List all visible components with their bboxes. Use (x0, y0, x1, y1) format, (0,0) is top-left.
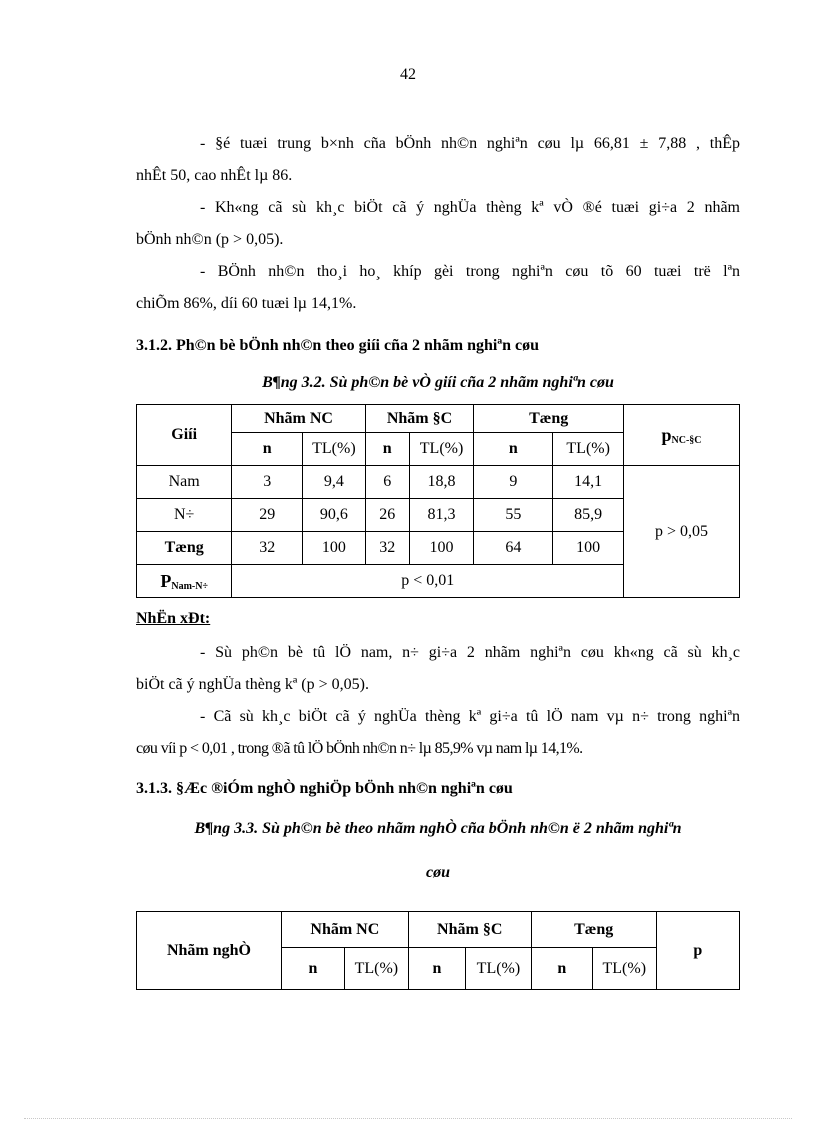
intro-line: - BÖnh nh©n tho¸i ho¸ khíp gèi trong nghiªn cøu tõ 60 tuæi trë lªn (200, 263, 740, 280)
table-row (137, 466, 740, 499)
header-nhom-nghe: Nhãm nghÒ (137, 912, 282, 990)
intro-paragraphs (136, 128, 740, 320)
cell: 29 (232, 499, 303, 532)
header-tl: TL(%) (409, 433, 474, 466)
intro-line: nhÊt 50, cao nhÊt lµ 86. (136, 167, 293, 184)
header-n: n (365, 433, 409, 466)
remark-line: cøu víi p < 0,01 , trong ®ã tû lÖ bÖnh nh©n n÷ lµ 85,9% vµ nam lµ 14,1%. (136, 740, 583, 757)
cell: 18,8 (409, 466, 474, 499)
row-label: N÷ (137, 499, 232, 532)
intro-line: - §é tuæi trung b×nh cña bÖnh nh©n nghiªn cøu lµ 66,81 ± 7,88 , thÊp (200, 135, 740, 152)
header-tong: Tæng (531, 912, 656, 948)
p-subscript: Nam-N÷ (171, 580, 208, 592)
cell: 6 (365, 466, 409, 499)
header-p: p (656, 912, 739, 990)
header-nhom-dc: Nhãm §C (365, 405, 474, 433)
cell: 85,9 (553, 499, 624, 532)
cell: 55 (474, 499, 553, 532)
header-tong: Tæng (474, 405, 624, 433)
cell: 100 (409, 532, 474, 565)
cell: 100 (303, 532, 366, 565)
cell: 81,3 (409, 499, 474, 532)
header-n: n (232, 433, 303, 466)
header-nhom-dc: Nhãm §C (408, 912, 531, 948)
header-n: n (474, 433, 553, 466)
cell: 32 (232, 532, 303, 565)
remark-line: biÖt cã ý nghÜa thèng kª (p > 0,05). (136, 676, 369, 693)
row-label: Tæng (137, 532, 232, 565)
page-number: 42 (400, 66, 416, 83)
intro-line: chiÕm 86%, díi 60 tuæi lµ 14,1%. (136, 295, 357, 312)
intro-line: bÖnh nh©n (p > 0,05). (136, 231, 284, 248)
header-nhom-nc: Nhãm NC (281, 912, 408, 948)
header-tl: TL(%) (466, 948, 532, 990)
cell: 90,6 (303, 499, 366, 532)
header-n: n (531, 948, 592, 990)
header-nhom-nc: Nhãm NC (232, 405, 365, 433)
cell: 32 (365, 532, 409, 565)
p-value-cell: p > 0,05 (624, 466, 740, 598)
row-label-p-nam-nu (137, 565, 232, 598)
header-tl: TL(%) (303, 433, 366, 466)
table-caption-3-3-line1: B¶ng 3.3. Sù ph©n bè theo nhãm nghÒ cña bÖnh nh©n ë 2 nhãm nghiªn (194, 820, 682, 837)
p-symbol: P (160, 570, 172, 591)
cell: 9 (474, 466, 553, 499)
cell: 3 (232, 466, 303, 499)
header-tl: TL(%) (592, 948, 656, 990)
header-p-nc-dc (624, 405, 740, 466)
section-heading-3-1-2: 3.1.2. Ph©n bè bÖnh nh©n theo giíi cña 2 nhãm nghiªn cøu (136, 337, 540, 354)
cell: 9,4 (303, 466, 366, 499)
p-symbol: p (661, 424, 672, 445)
header-tl: TL(%) (553, 433, 624, 466)
cell: 64 (474, 532, 553, 565)
remark-paragraphs (136, 637, 740, 765)
cell: 14,1 (553, 466, 624, 499)
p-nam-nu-value: p < 0,01 (232, 565, 624, 598)
remark-title: NhËn xÐt: (136, 610, 211, 627)
table-caption-3-2: B¶ng 3.2. Sù ph©n bè vÒ giíi cña 2 nhãm nghiªn cøu (262, 374, 614, 391)
cell: 100 (553, 532, 624, 565)
header-n: n (281, 948, 344, 990)
table-caption-3-3-line2: cøu (426, 864, 450, 881)
header-gioi: Giíi (137, 405, 232, 466)
gender-distribution-table (136, 404, 740, 598)
section-heading-3-1-3: 3.1.3. §Æc ®iÓm nghÒ nghiÖp bÖnh nh©n nghiªn cøu (136, 780, 513, 797)
occupation-table (136, 911, 740, 990)
header-tl: TL(%) (344, 948, 408, 990)
cell: 26 (365, 499, 409, 532)
page-bottom-rule (24, 1118, 792, 1119)
header-n: n (408, 948, 465, 990)
remark-line: - Cã sù kh¸c biÖt cã ý nghÜa thèng kª gi÷a tû lÖ nam vµ n÷ trong nghiªn (200, 708, 740, 725)
remark-line: - Sù ph©n bè tû lÖ nam, n÷ gi÷a 2 nhãm nghiªn cøu kh«ng cã sù kh¸c (200, 644, 740, 661)
intro-line: - Kh«ng cã sù kh¸c biÖt cã ý nghÜa thèng kª vÒ ®é tuæi gi÷a 2 nhãm (200, 199, 740, 216)
row-label: Nam (137, 466, 232, 499)
p-subscript: NC-§C (671, 434, 702, 446)
